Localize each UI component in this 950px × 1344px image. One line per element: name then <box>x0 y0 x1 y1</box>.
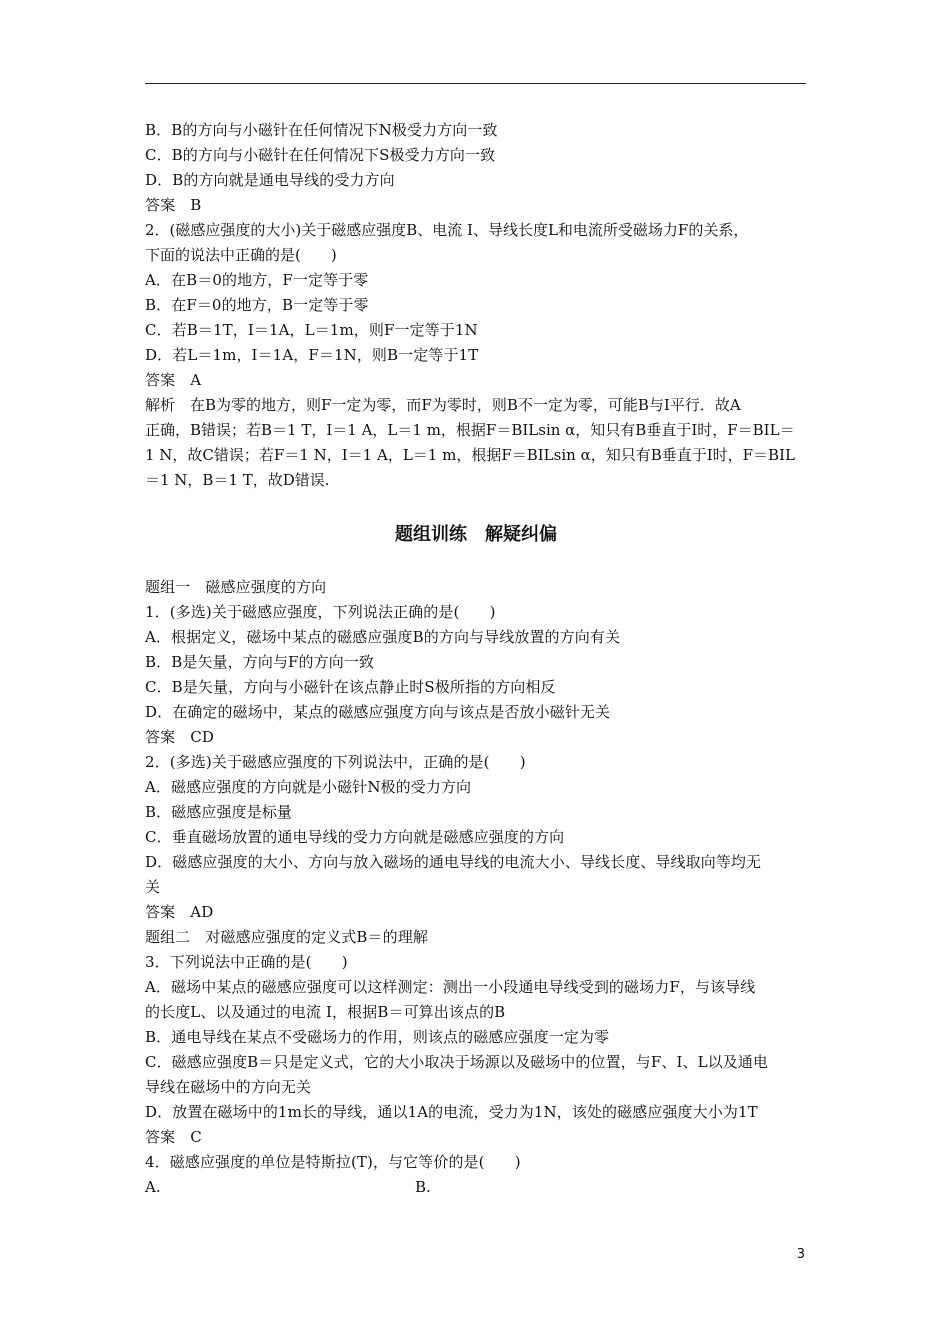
text-line: 题组一 磁感应强度的方向 <box>145 578 327 596</box>
text-line: 1．(多选)关于磁感应强度，下列说法正确的是( ) <box>145 603 496 621</box>
text-line: 导线在磁场中的方向无关 <box>145 1078 312 1096</box>
text-line: ＝1 N，B＝1 T，故D错误. <box>145 471 330 489</box>
text-line: 4．磁感应强度的单位是特斯拉(T)，与它等价的是( ) <box>145 1153 521 1171</box>
text-line: B．B是矢量，方向与F的方向一致 <box>145 653 375 671</box>
answer-line: 答案 B <box>145 196 202 214</box>
text-line: 正确，B错误；若B＝1 T，I＝1 A，L＝1 m，根据F＝BILsin α，知只有B垂直于I时，F＝BIL＝ <box>145 421 795 439</box>
text-line: 题组二 对磁感应强度的定义式B＝的理解 <box>145 928 428 946</box>
text-line: C．B的方向与小磁针在任何情况下S极受力方向一致 <box>145 146 496 164</box>
text-line: A．磁场中某点的磁感应强度可以这样测定：测出一小段通电导线受到的磁场力F，与该导线 <box>145 978 756 996</box>
answer-line: 答案 C <box>145 1128 202 1146</box>
text-line: 解析 在B为零的地方，则F一定为零，而F为零时，则B不一定为零，可能B与I平行．故A <box>145 396 741 414</box>
text-line: 2．(多选)关于磁感应强度的下列说法中，正确的是( ) <box>145 753 526 771</box>
text-line: A．磁感应强度的方向就是小磁针N极的受力方向 <box>145 778 472 796</box>
text-line: D．磁感应强度的大小、方向与放入磁场的通电导线的电流大小、导线长度、导线取向等均无 <box>145 853 762 871</box>
choices-row <box>145 1175 807 1200</box>
choice-b-label: B. <box>415 1178 431 1196</box>
block-3 <box>145 575 807 1175</box>
text-line: C．垂直磁场放置的通电导线的受力方向就是磁感应强度的方向 <box>145 828 565 846</box>
text-line: 1 N，故C错误；若F＝1 N，I＝1 A，L＝1 m，根据F＝BILsin α，知只有B垂直于I时，F＝BIL <box>145 446 795 464</box>
text-line: A．在B＝0的地方，F一定等于零 <box>145 271 369 289</box>
answer-line: 答案 CD <box>145 728 215 746</box>
text-line: C．B是矢量，方向与小磁针在该点静止时S极所指的方向相反 <box>145 678 556 696</box>
text-line: B．通电导线在某点不受磁场力的作用，则该点的磁感应强度一定为零 <box>145 1028 610 1046</box>
text-line: 3．下列说法中正确的是( ) <box>145 953 348 971</box>
text-line: 的长度L、以及通过的电流 I，根据B＝可算出该点的B <box>145 1003 506 1021</box>
choice-a-label: A. <box>145 1178 161 1196</box>
text-line: D．放置在磁场中的1m长的导线，通以1A的电流，受力为1N，该处的磁感应强度大小为1T <box>145 1103 758 1121</box>
question-2-stem <box>145 218 807 268</box>
section-title: 题组训练 解疑纠偏 <box>395 524 557 545</box>
page-content <box>145 118 807 1200</box>
page-number: 3 <box>796 1247 805 1262</box>
answer-line: 答案 A <box>145 371 202 389</box>
text-line: D．若L＝1m，I＝1A，F＝1N，则B一定等于1T <box>145 346 479 364</box>
text-line: 下面的说法中正确的是( ) <box>145 246 337 264</box>
block-2 <box>145 268 807 393</box>
text-line: D．在确定的磁场中，某点的磁感应强度方向与该点是否放小磁针无关 <box>145 703 611 721</box>
text-line: B．在F＝0的地方，B一定等于零 <box>145 296 369 314</box>
text-line: D．B的方向就是通电导线的受力方向 <box>145 171 395 189</box>
answer-line: 答案 AD <box>145 903 214 921</box>
analysis-paragraph <box>145 393 807 493</box>
text-line: C．若B＝1T，I＝1A，L＝1m，则F一定等于1N <box>145 321 478 339</box>
text-line: B．磁感应强度是标量 <box>145 803 293 821</box>
text-line: B．B的方向与小磁针在任何情况下N极受力方向一致 <box>145 121 498 139</box>
header-rule <box>145 83 806 84</box>
text-line: A．根据定义，磁场中某点的磁感应强度B的方向与导线放置的方向有关 <box>145 628 621 646</box>
text-line: 2．(磁感应强度的大小)关于磁感应强度B、电流 I、导线长度L和电流所受磁场力F的关系， <box>145 221 749 239</box>
block-1 <box>145 118 807 218</box>
text-line: 关 <box>145 878 161 896</box>
text-line: C．磁感应强度B＝只是定义式，它的大小取决于场源以及磁场中的位置，与F、I、L以及通电 <box>145 1053 769 1071</box>
